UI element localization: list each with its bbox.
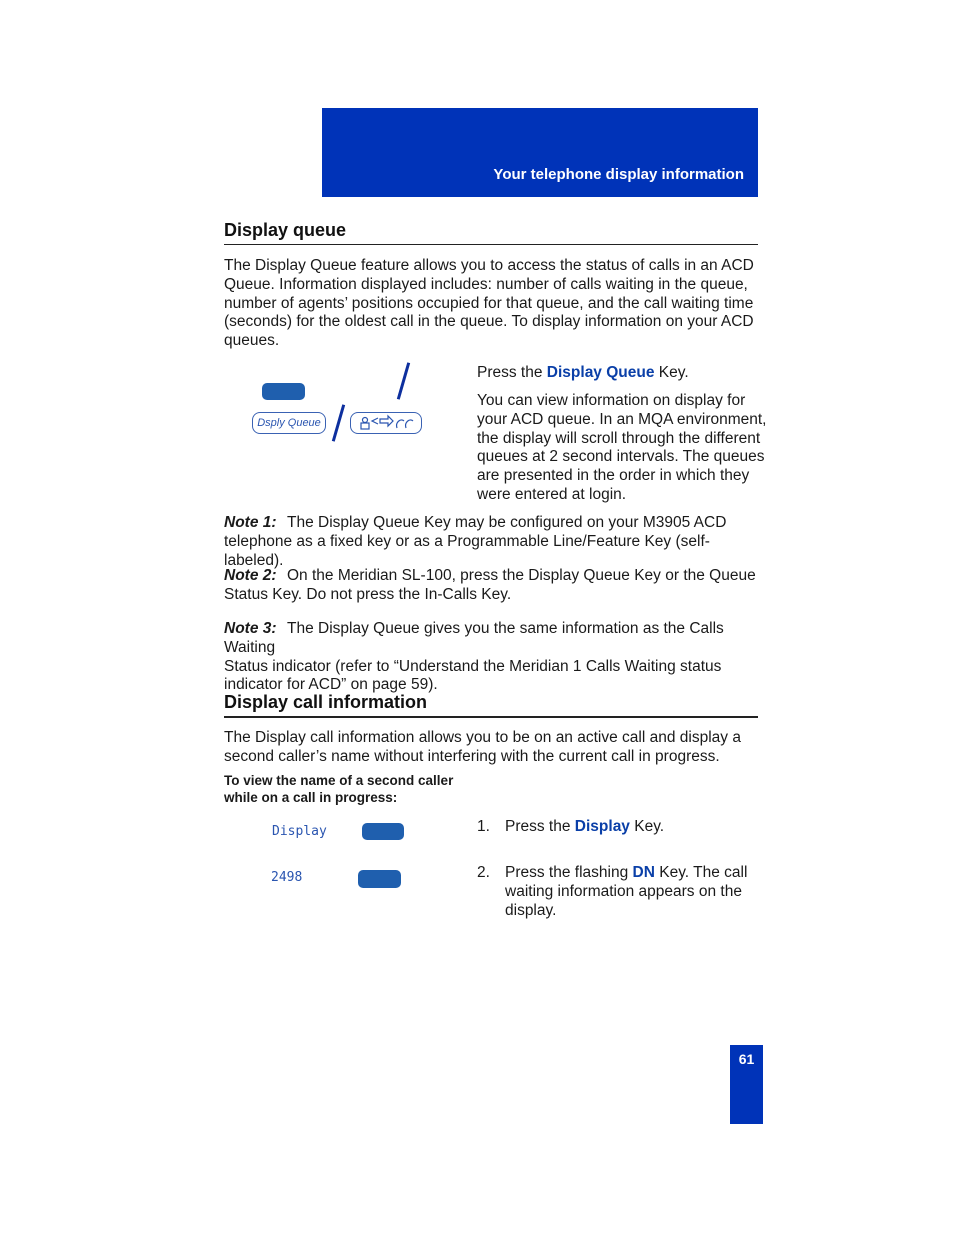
note-line: The Display Queue Key may be configured on your M3905 ACD	[287, 514, 727, 531]
dn-key[interactable]	[358, 870, 401, 888]
page-number: 61	[738, 1051, 755, 1067]
description-line: You can view information on display for	[477, 392, 746, 409]
display-queue-intro	[224, 257, 764, 351]
description-line: are presented in the order in which they	[477, 467, 750, 485]
note-line: Status Key. Do not press the In-Calls Key.	[224, 585, 512, 603]
note-2	[224, 567, 764, 605]
lcd-dn-number: 2498	[271, 870, 303, 885]
display-queue-description	[477, 392, 767, 505]
key-name: Display	[574, 818, 630, 835]
lcd-display-label: Display	[272, 824, 327, 839]
intro-line: second caller’s name without interfering with the current call in progress.	[224, 747, 720, 765]
heading-rule	[224, 716, 758, 718]
description-line: the display will scroll through the different	[477, 429, 761, 447]
description-line: were entered at login.	[477, 485, 627, 503]
queue-status-key[interactable]	[350, 412, 422, 434]
intro-line: Queue. Information displayed includes: number of calls waiting in the queue,	[224, 275, 748, 293]
header-title: Your telephone display information	[493, 166, 744, 183]
note-line: Status indicator (refer to “Understand the Meridian 1 Calls Waiting status	[224, 657, 722, 675]
step-number: 2.	[477, 864, 490, 881]
section-heading-display-call-information: Display call information	[224, 692, 428, 712]
note-label: Note 1:	[224, 514, 277, 531]
instruction-text: Key.	[658, 364, 689, 381]
intro-line: queues.	[224, 332, 280, 350]
description-line: queues at 2 second intervals. The queues	[477, 448, 765, 466]
step-text: waiting information appears on the	[505, 882, 742, 900]
display-key[interactable]	[362, 823, 404, 840]
page-number-tab	[730, 1045, 763, 1124]
step-2	[477, 864, 767, 920]
intro-line: The Display call information allows you to be on an active call and display a	[224, 729, 741, 746]
section-heading-display-queue: Display queue	[224, 220, 347, 240]
intro-line: number of agents’ positions occupied for that queue, and the call waiting time	[224, 294, 754, 312]
intro-line: The Display Queue feature allows you to access the status of calls in an ACD	[224, 257, 754, 274]
note-3	[224, 620, 764, 695]
step-number: 1.	[477, 818, 490, 835]
procedure-subheading	[224, 772, 453, 806]
description-line: your ACD queue. In an MQA environment,	[477, 410, 767, 428]
step-1	[477, 818, 767, 837]
press-display-queue-instruction	[477, 364, 767, 383]
dsply-queue-softkey[interactable]	[252, 412, 326, 434]
softkey-label: Dsply Queue	[257, 417, 321, 429]
instruction-text: Press the	[477, 364, 543, 381]
step-text: Press the	[505, 818, 571, 835]
note-line: indicator for ACD” on page 59).	[224, 676, 438, 694]
key-name: DN	[632, 864, 655, 881]
step-text: Key.	[634, 818, 665, 835]
note-label: Note 2:	[224, 567, 277, 584]
intro-line: (seconds) for the oldest call in the queue. To display information on your ACD	[224, 313, 754, 331]
step-text: display.	[505, 901, 557, 919]
note-1	[224, 514, 764, 570]
agent-queue-icon	[351, 413, 421, 433]
divider-slash	[397, 362, 410, 399]
note-line: telephone as a fixed key or as a Programmable Line/Feature Key (self-labeled).	[224, 532, 710, 569]
heading-rule	[224, 244, 758, 245]
note-line: On the Meridian SL-100, press the Display Queue Key or the Queue	[287, 567, 756, 584]
subheading-line: To view the name of a second caller	[224, 773, 454, 788]
display-call-info-intro	[224, 729, 764, 767]
note-line: The Display Queue gives you the same information as the Calls Waiting	[224, 620, 724, 656]
header-band	[322, 108, 758, 197]
step-text: Press the flashing	[505, 864, 629, 881]
divider-slash	[332, 404, 345, 441]
display-queue-key[interactable]	[262, 383, 305, 400]
step-text: Key. The call	[659, 864, 748, 881]
key-name: Display Queue	[546, 364, 655, 381]
subheading-line: while on a call in progress:	[224, 790, 398, 805]
note-label: Note 3:	[224, 620, 277, 637]
